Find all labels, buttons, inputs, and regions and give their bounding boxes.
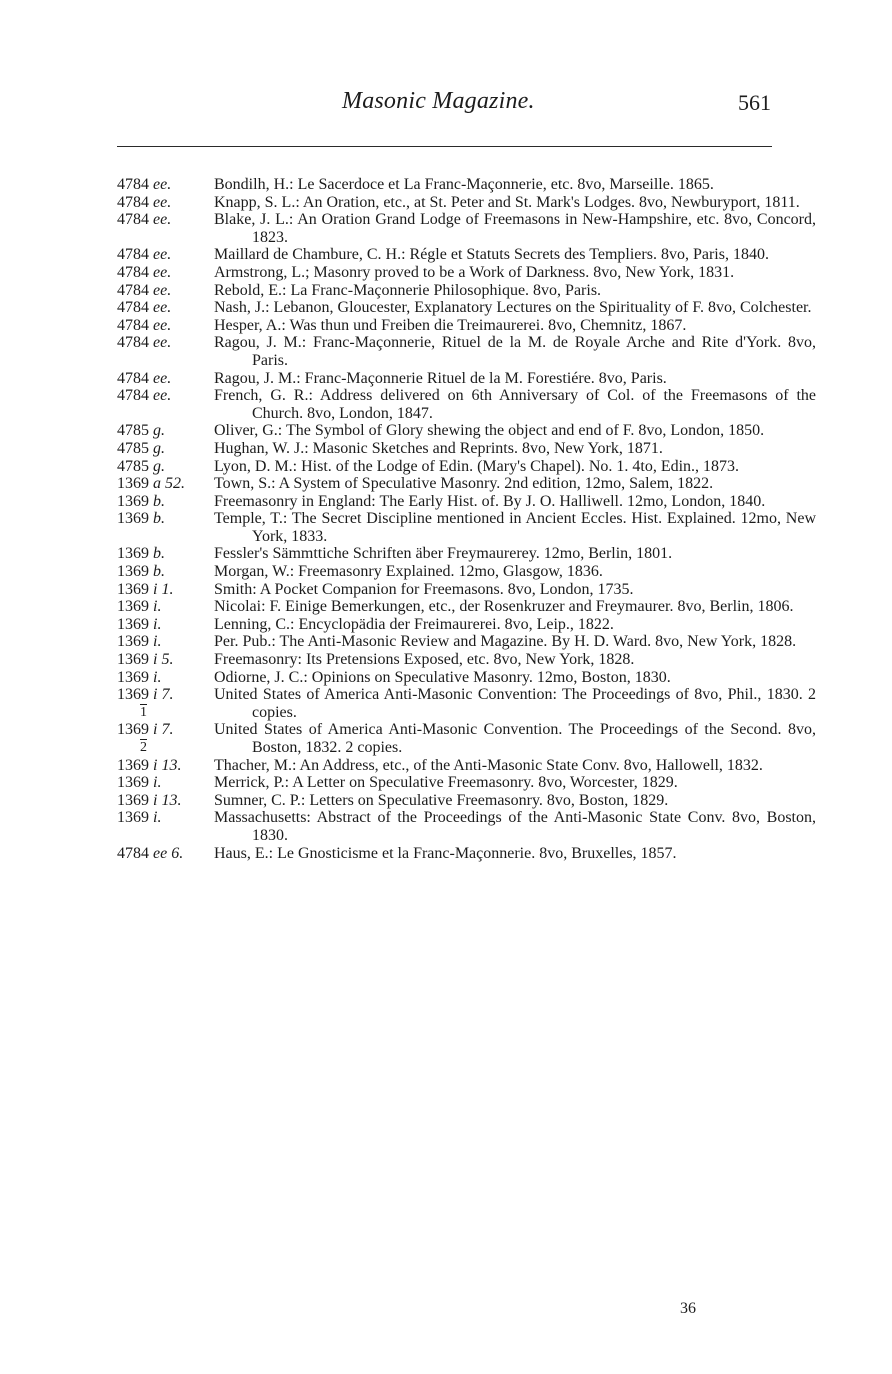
shelf-number: 1369: [117, 791, 149, 809]
shelf-mark: [117, 616, 209, 634]
catalogue-entry: [0, 809, 892, 844]
shelf-section: i 13.: [153, 791, 182, 809]
running-header: [0, 88, 892, 124]
shelf-section: i 1.: [153, 580, 174, 598]
entry-description: Fessler's Sämmttiche Schriften äber Freymaurerey. 12mo, Berlin, 1801.: [214, 545, 673, 563]
shelf-section: b.: [153, 510, 165, 528]
header-rule: [117, 146, 772, 147]
catalogue-entry: [0, 334, 892, 369]
catalogue-entry: [0, 845, 892, 863]
shelf-section: a 52.: [153, 475, 185, 493]
catalogue-entry: [0, 563, 892, 581]
entry-description: Lenning, C.: Encyclopädia der Freimaurerei. 8vo, Leip., 1822.: [214, 615, 614, 633]
shelf-section: ee.: [153, 387, 172, 405]
entry-description: Ragou, J. M.: Franc-Maçonnerie Rituel de la M. Forestiére. 8vo, Paris.: [214, 369, 667, 387]
shelf-section: i.: [153, 615, 162, 633]
catalogue-entry: [0, 176, 892, 194]
shelf-number: 1369: [117, 510, 149, 528]
shelf-number: 4784: [117, 281, 149, 299]
shelf-mark: [117, 845, 209, 863]
entry-description: Armstrong, L.; Masonry proved to be a Work of Darkness. 8vo, New York, 1831.: [214, 263, 735, 281]
shelf-number: 1369: [117, 686, 149, 704]
shelf-mark: [117, 809, 209, 827]
shelf-section: ee.: [153, 334, 172, 352]
entry-description: Odiorne, J. C.: Opinions on Speculative Masonry. 12mo, Boston, 1830.: [214, 668, 671, 686]
catalogue-entry: [0, 493, 892, 511]
shelf-mark: [117, 282, 209, 300]
shelf-section: ee 6.: [153, 844, 184, 862]
shelf-section: ee.: [153, 176, 172, 193]
catalogue-entry: [0, 264, 892, 282]
shelf-mark: [117, 651, 209, 669]
catalogue-entry: [0, 757, 892, 775]
shelf-mark: [117, 422, 209, 440]
catalogue-entry: [0, 633, 892, 651]
catalogue-entry: [0, 299, 892, 317]
entry-description: Knapp, S. L.: An Oration, etc., at St. Peter and St. Mark's Lodges. 8vo, Newburyport, 1811.: [214, 193, 800, 211]
shelf-number: 1369: [117, 774, 149, 792]
shelf-section: g.: [153, 422, 165, 440]
shelf-number: 4784: [117, 369, 149, 387]
shelf-section: ee.: [153, 193, 172, 211]
shelf-fraction: 1: [140, 704, 147, 720]
catalogue-entry: [0, 387, 892, 422]
shelf-number: 1369: [117, 668, 149, 686]
shelf-number: 1369: [117, 721, 149, 739]
catalogue-entry: [0, 475, 892, 493]
shelf-section: ee.: [153, 369, 172, 387]
entry-description: Hughan, W. J.: Masonic Sketches and Reprints. 8vo, New York, 1871.: [214, 439, 663, 457]
shelf-section: i 13.: [153, 756, 182, 774]
entry-description: Rebold, E.: La Franc-Maçonnerie Philosophique. 8vo, Paris.: [214, 281, 602, 299]
shelf-mark: [117, 633, 209, 651]
shelf-mark: [117, 792, 209, 810]
catalogue-entry: [0, 774, 892, 792]
catalogue-entry: [0, 458, 892, 476]
shelf-number: 1369: [117, 598, 149, 616]
shelf-mark: [117, 510, 209, 528]
signature-mark: 36: [680, 1300, 696, 1317]
shelf-number: 4784: [117, 193, 149, 211]
catalogue-entry: [0, 282, 892, 300]
shelf-number: 4784: [117, 316, 149, 334]
shelf-mark: [117, 440, 209, 458]
entry-description: Temple, T.: The Secret Discipline mentioned in Ancient Eccles. Hist. Explained. 12mo, New York, 1833.: [214, 510, 816, 545]
entry-description: Maillard de Chambure, C. H.: Régle et Statuts Secrets des Templiers. 8vo, Paris, 1840.: [214, 246, 769, 264]
shelf-mark: [117, 334, 209, 352]
shelf-mark: [117, 317, 209, 335]
entry-description: Lyon, D. M.: Hist. of the Lodge of Edin. (Mary's Chapel). No. 1. 4to, Edin., 1873.: [214, 457, 740, 475]
page-number: 561: [738, 90, 771, 115]
entry-description: Sumner, C. P.: Letters on Speculative Freemasonry. 8vo, Boston, 1829.: [214, 791, 669, 809]
entry-description: Morgan, W.: Freemasonry Explained. 12mo, Glasgow, 1836.: [214, 563, 603, 581]
entry-description: Per. Pub.: The Anti-Masonic Review and Magazine. By H. D. Ward. 8vo, New York, 1828.: [214, 633, 797, 651]
entry-description: Thacher, M.: An Address, etc., of the Anti-Masonic State Conv. 8vo, Hallowell, 1832.: [214, 756, 763, 774]
catalogue-entry: [0, 545, 892, 563]
shelf-number: 1369: [117, 809, 149, 827]
shelf-section: i.: [153, 809, 162, 827]
entry-description: French, G. R.: Address delivered on 6th Anniversary of Col. of the Freemasons of the Church. 8vo, London, 1847.: [214, 387, 816, 422]
catalogue-entry: [0, 686, 892, 721]
shelf-section: i 7.: [153, 721, 174, 739]
catalogue-entry: [0, 370, 892, 388]
shelf-mark: [117, 264, 209, 282]
shelf-number: 4785: [117, 422, 149, 440]
shelf-number: 1369: [117, 615, 149, 633]
shelf-number: 4785: [117, 457, 149, 475]
shelf-section: ee.: [153, 246, 172, 264]
shelf-section: i.: [153, 633, 162, 651]
entry-description: Smith: A Pocket Companion for Freemasons. 8vo, London, 1735.: [214, 580, 634, 598]
catalogue-entry: [0, 211, 892, 246]
entry-description: Nash, J.: Lebanon, Gloucester, Explanatory Lectures on the Spirituality of F. 8vo, Colchester.: [214, 299, 812, 317]
entry-description: Blake, J. L.: An Oration Grand Lodge of Freemasons in New-Hampshire, etc. 8vo, Concord, 1823.: [214, 211, 816, 246]
entry-description: Haus, E.: Le Gnosticisme et la Franc-Maçonnerie. 8vo, Bruxelles, 1857.: [214, 844, 677, 862]
shelf-section: b.: [153, 545, 165, 563]
entry-description: Massachusetts: Abstract of the Proceedings of the Anti-Masonic State Conv. 8vo, Boston, 1830.: [214, 809, 816, 844]
shelf-section: g.: [153, 457, 165, 475]
shelf-section: ee.: [153, 299, 172, 317]
shelf-section: b.: [153, 492, 165, 510]
shelf-number: 4784: [117, 263, 149, 281]
entry-description: Oliver, G.: The Symbol of Glory shewing the object and end of F. 8vo, London, 1850.: [214, 422, 765, 440]
shelf-section: g.: [153, 439, 165, 457]
shelf-section: i.: [153, 668, 162, 686]
shelf-section: b.: [153, 563, 165, 581]
shelf-number: 4784: [117, 387, 149, 405]
shelf-mark: [117, 458, 209, 476]
shelf-mark: [117, 581, 209, 599]
catalogue-entry: [0, 581, 892, 599]
shelf-mark: [117, 299, 209, 317]
catalogue-entry: [0, 598, 892, 616]
shelf-fraction: 2: [140, 740, 147, 755]
shelf-mark: [117, 211, 209, 229]
shelf-section: i 5.: [153, 651, 174, 669]
catalogue-entry-list: [0, 176, 892, 862]
catalogue-entry: [0, 440, 892, 458]
entry-description: Merrick, P.: A Letter on Speculative Freemasonry. 8vo, Worcester, 1829.: [214, 774, 678, 792]
shelf-mark: [117, 370, 209, 388]
catalogue-entry: [0, 246, 892, 264]
shelf-number: 4785: [117, 439, 149, 457]
running-title: Masonic Magazine.: [342, 88, 535, 114]
catalogue-entry: [0, 651, 892, 669]
entry-description: Town, S.: A System of Speculative Masonry. 2nd edition, 12mo, Salem, 1822.: [214, 475, 714, 493]
shelf-number: 4784: [117, 211, 149, 229]
shelf-number: 1369: [117, 651, 149, 669]
shelf-mark: [117, 721, 209, 739]
catalogue-entry: [0, 616, 892, 634]
shelf-section: ee.: [153, 211, 172, 229]
shelf-mark: [117, 475, 209, 493]
shelf-number: 4784: [117, 844, 149, 862]
shelf-number: 1369: [117, 580, 149, 598]
entry-description: Ragou, J. M.: Franc-Maçonnerie, Rituel de la M. de Royale Arche and Rite d'York. 8vo, Paris.: [214, 334, 816, 369]
shelf-section: ee.: [153, 281, 172, 299]
shelf-number: 1369: [117, 545, 149, 563]
shelf-section: i 7.: [153, 686, 174, 704]
shelf-number: 4784: [117, 334, 149, 352]
shelf-mark: [117, 669, 209, 687]
entry-description: United States of America Anti-Masonic Convention: The Proceedings of 8vo, Phil., 1830. 2 copies.: [214, 686, 816, 721]
shelf-number: 4784: [117, 299, 149, 317]
catalogue-entry: [0, 194, 892, 212]
shelf-number: 1369: [117, 756, 149, 774]
catalogue-entry: [0, 669, 892, 687]
entry-description: United States of America Anti-Masonic Convention. The Proceedings of the Second. 8vo, Boston, 1832. 2 copies.: [214, 721, 816, 756]
shelf-mark: [117, 246, 209, 264]
catalogue-entry: [0, 510, 892, 545]
shelf-mark: [117, 545, 209, 563]
catalogue-entry: [0, 422, 892, 440]
entry-description: Freemasonry in England: The Early Hist. of. By J. O. Halliwell. 12mo, London, 1840.: [214, 492, 766, 510]
shelf-section: ee.: [153, 263, 172, 281]
shelf-mark: [117, 686, 209, 704]
entry-description: Hesper, A.: Was thun und Freiben die Treimaurerei. 8vo, Chemnitz, 1867.: [214, 316, 687, 334]
entry-description: Freemasonry: Its Pretensions Exposed, etc. 8vo, New York, 1828.: [214, 651, 635, 669]
shelf-mark: [117, 194, 209, 212]
shelf-number: 1369: [117, 492, 149, 510]
entry-description: Bondilh, H.: Le Sacerdoce et La Franc-Maçonnerie, etc. 8vo, Marseille. 1865.: [214, 176, 714, 193]
shelf-mark: [117, 176, 209, 194]
shelf-number: 4784: [117, 246, 149, 264]
shelf-number: 4784: [117, 176, 149, 193]
shelf-mark: [117, 598, 209, 616]
shelf-section: ee.: [153, 316, 172, 334]
entry-description: Nicolai: F. Einige Bemerkungen, etc., der Rosenkruzer and Freymaurer. 8vo, Berlin, 1806.: [214, 598, 794, 616]
catalogue-entry: [0, 317, 892, 335]
shelf-section: i.: [153, 774, 162, 792]
catalogue-entry: [0, 792, 892, 810]
shelf-mark: [117, 563, 209, 581]
shelf-mark: [117, 387, 209, 405]
shelf-mark: [117, 493, 209, 511]
shelf-number: 1369: [117, 633, 149, 651]
shelf-section: i.: [153, 598, 162, 616]
catalogue-entry: [0, 721, 892, 756]
shelf-mark: [117, 757, 209, 775]
shelf-number: 1369: [117, 563, 149, 581]
shelf-number: 1369: [117, 475, 149, 493]
shelf-mark: [117, 774, 209, 792]
